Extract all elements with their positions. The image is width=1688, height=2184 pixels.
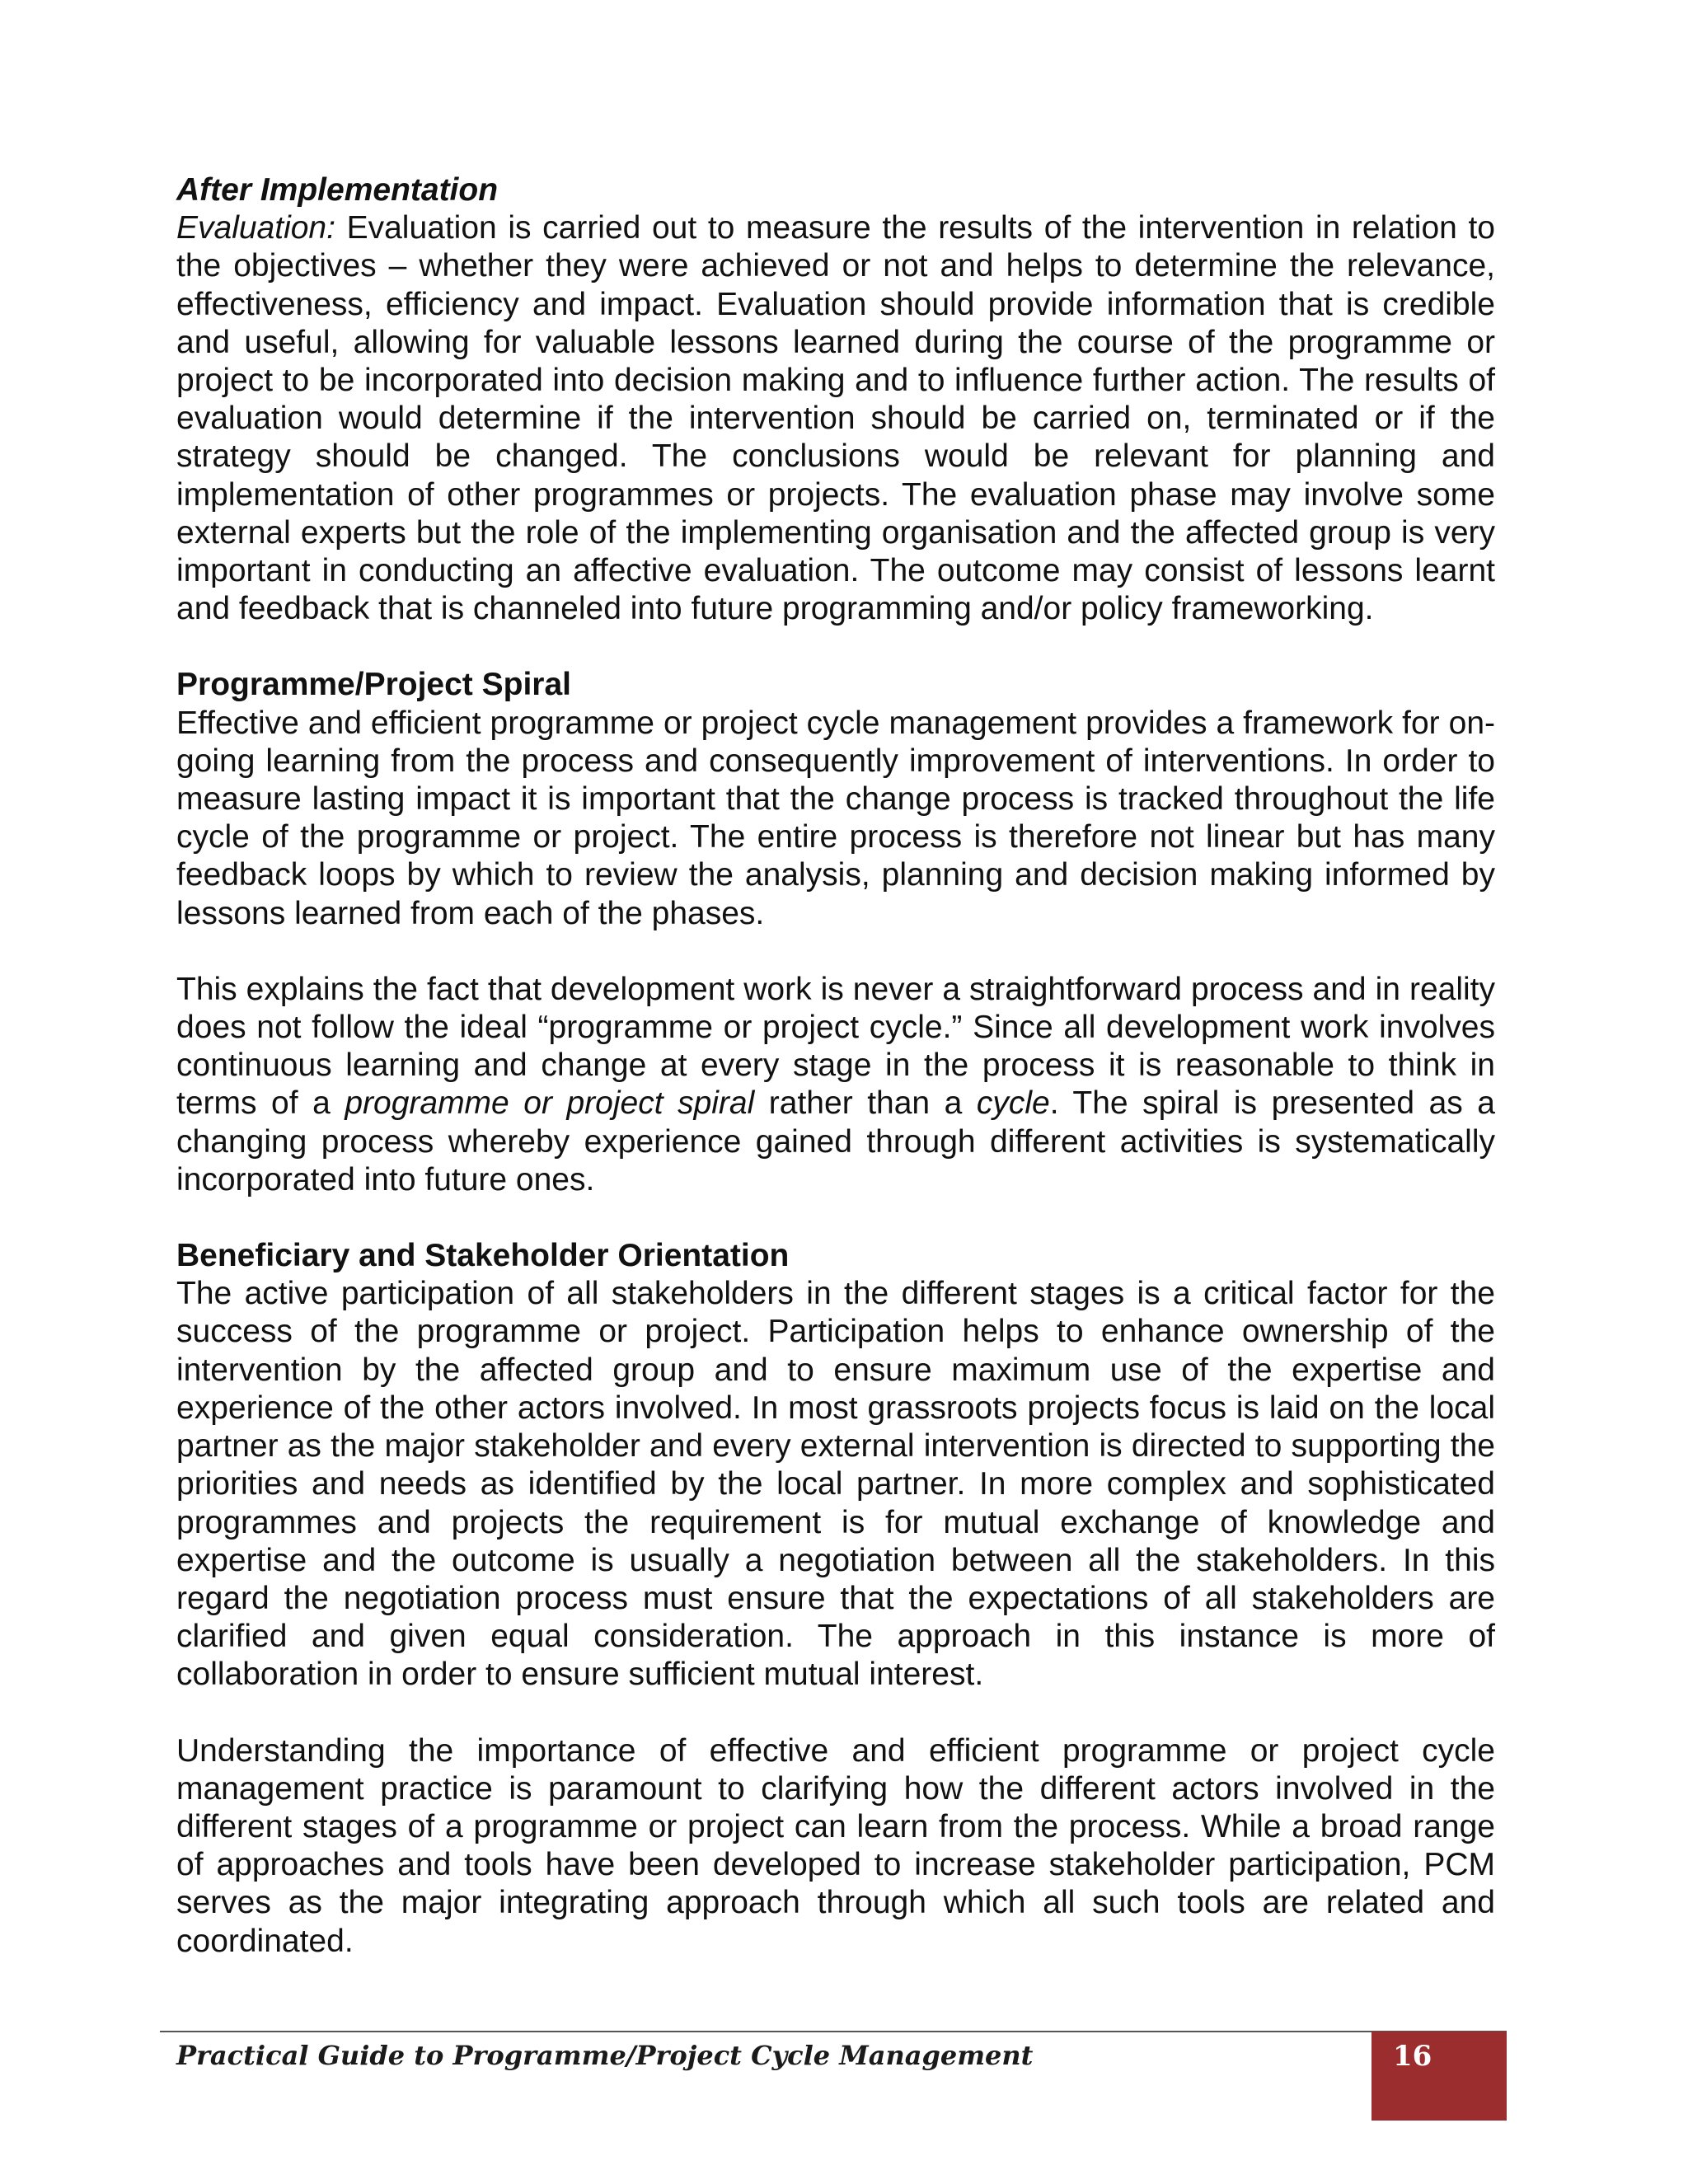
paragraph-beneficiary-1: The active participation of all stakeholders in the different stages is a critical factor for the success of the programme or project. Participation helps to enhance ownership of the intervention by the affected group and to ensure maximum use of the expertise and experience of the other actors involved. In most grassroots projects focus is laid on the local partner as the major stakeholder and every external intervention is directed to supporting the priorities and needs as identified by the local partner. In more complex and sophisticated programmes and projects the requirement is for mutual exchange of knowledge and expertise and the outcome is usually a negotiation between all the stakeholders. In this regard the negotiation process must ensure that the expectations of all stakeholders are clarified and given equal consideration. The approach in this instance is more of collaboration in order to ensure sufficient mutual interest. [176,1276,1495,1693]
paragraph-gap [176,628,1495,666]
cycle-emphasis-term: cycle [976,1085,1050,1122]
evaluation-label: Evaluation: [176,210,335,246]
document-body [176,171,1495,1961]
spiral-text-part-3: . The spiral is presented as a changing process whereby experience gained through different activities is systematically incorporated into future ones. [176,1085,1495,1197]
paragraph-gap [176,933,1495,971]
section-heading-beneficiary: Beneficiary and Stakeholder Orientation [176,1238,790,1274]
evaluation-text: Evaluation is carried out to measure the results of the intervention in relation to the objectives – whether they were achieved or not and helps to determine the relevance, effectiveness, efficiency and impact. Evaluation should provide information that is credible and useful, allowing for valuable lessons learned during the course of the programme or project to be incorporated into decision making and to influence further action. The results of evaluation would determine if the intervention should be carried on, terminated or if the strategy should be changed. The conclusions would be relevant for planning and implementation of other programmes or projects. The evaluation phase may involve some external experts but the role of the implementing organisation and the affected group is very important in conducting an affective evaluation. The outcome may consist of lessons learnt and feedback that is channeled into future programming and/or policy frameworking. [176,210,1495,627]
spiral-emphasis-term: programme or project spiral [345,1085,755,1122]
paragraph-gap [176,1199,1495,1237]
page-number: 16 [1393,2040,1432,2073]
page-number-badge [1372,2032,1507,2121]
paragraph-evaluation [176,209,1495,628]
section-heading-spiral: Programme/Project Spiral [176,667,572,703]
footer-divider [160,2031,1507,2032]
paragraph-spiral-2 [176,971,1495,1199]
paragraph-spiral-1: Effective and efficient programme or project cycle management provides a framework for on-going learning from the process and consequently improvement of interventions. In order to measure lasting impact it is important that the change process is tracked throughout the life cycle of the programme or project. The entire process is therefore not linear but has many feedback loops by which to review the analysis, planning and decision making informed by lessons learned from each of the phases. [176,705,1495,931]
paragraph-gap [176,1694,1495,1732]
spiral-text-part-1: This explains the fact that development work is never a straightforward process and in reality does not follow the ideal “programme or project cycle.” Since all development work involves continuous learning and change at every stage in the process it is reasonable to think in terms of a [176,971,1495,1122]
footer-title: Practical Guide to Programme/Project Cycle Management [176,2040,1034,2071]
section-heading-after-implementation: After Implementation [176,172,499,208]
paragraph-beneficiary-2: Understanding the importance of effective and efficient programme or project cycle management practice is paramount to clarifying how the different actors involved in the different stages of a programme or project can learn from the process. While a broad range of approaches and tools have been developed to increase stakeholder participation, PCM serves as the major integrating approach through which all such tools are related and coordinated. [176,1732,1495,1959]
spiral-text-part-2: rather than a [754,1085,977,1122]
